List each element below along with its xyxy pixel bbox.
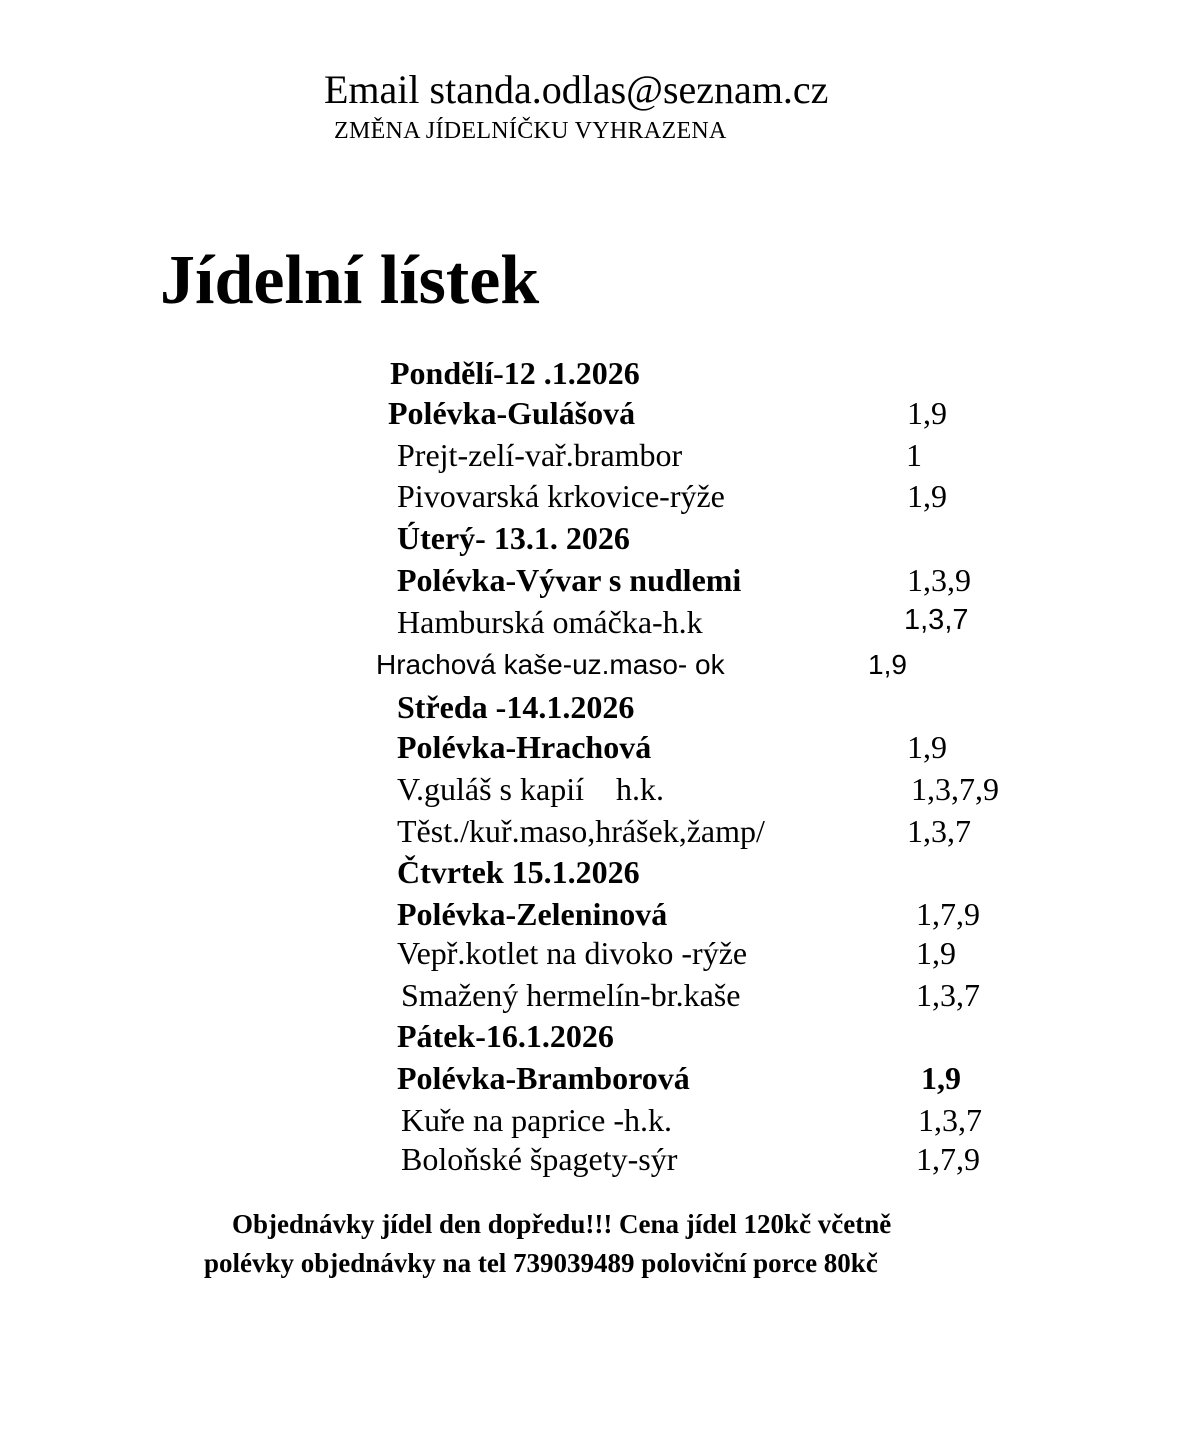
dish-name: V.guláš s kapií h.k.	[397, 771, 664, 807]
dish-name: Boloňské špagety-sýr	[401, 1141, 678, 1177]
dish-allergens: 1,3,7	[904, 604, 969, 636]
soup-name: Polévka-Vývar s nudlemi	[397, 562, 742, 598]
day-heading: Úterý- 13.1. 2026	[397, 520, 630, 556]
soup-allergens: 1,9	[907, 395, 947, 431]
order-info-line-2: polévky objednávky na tel 739039489 poloviční porce 80kč	[204, 1248, 878, 1278]
dish-allergens: 1,9	[916, 935, 956, 971]
soup-allergens: 1,3,9	[907, 562, 971, 598]
soup-allergens: 1,9	[907, 729, 947, 765]
page-title: Jídelní lístek	[160, 242, 540, 319]
soup-name: Polévka-Zeleninová	[397, 896, 668, 932]
dish-name: Pivovarská krkovice-rýže	[397, 478, 725, 514]
dish-name: Hamburská omáčka-h.k	[397, 604, 703, 640]
day-heading: Čtvrtek 15.1.2026	[397, 854, 640, 890]
day-heading: Pondělí-12 .1.2026	[390, 355, 640, 391]
dish-allergens: 1	[906, 437, 922, 473]
dish-allergens: 1,3,7	[907, 813, 971, 849]
day-heading: Středa -14.1.2026	[397, 689, 635, 725]
soup-name: Polévka-Bramborová	[397, 1060, 690, 1096]
contact-email: Email standa.odlas@seznam.cz	[324, 67, 829, 112]
dish-allergens: 1,9	[868, 649, 907, 680]
menu-change-notice: ZMĚNA JÍDELNÍČKU VYHRAZENA	[334, 118, 727, 144]
soup-allergens: 1,9	[921, 1060, 961, 1096]
dish-name: Vepř.kotlet na divoko -rýže	[397, 935, 748, 971]
order-info-line-1: Objednávky jídel den dopředu!!! Cena jídel 120kč včetně	[232, 1209, 892, 1239]
dish-allergens: 1,9	[907, 478, 947, 514]
dish-allergens: 1,3,7,9	[911, 771, 999, 807]
dish-name: Smažený hermelín-br.kaše	[401, 977, 741, 1013]
dish-name: Hrachová kaše-uz.maso- ok	[376, 649, 725, 680]
dish-name: Těst./kuř.maso,hrášek,žamp/	[397, 813, 765, 849]
soup-name: Polévka-Gulášová	[388, 395, 636, 431]
day-heading: Pátek-16.1.2026	[397, 1018, 614, 1054]
dish-allergens: 1,3,7	[918, 1102, 982, 1138]
soup-name: Polévka-Hrachová	[397, 729, 652, 765]
soup-allergens: 1,7,9	[916, 896, 980, 932]
dish-allergens: 1,3,7	[916, 977, 980, 1013]
dish-name: Kuře na paprice -h.k.	[401, 1102, 672, 1138]
dish-allergens: 1,7,9	[916, 1141, 980, 1177]
dish-name: Prejt-zelí-vař.brambor	[397, 437, 683, 473]
